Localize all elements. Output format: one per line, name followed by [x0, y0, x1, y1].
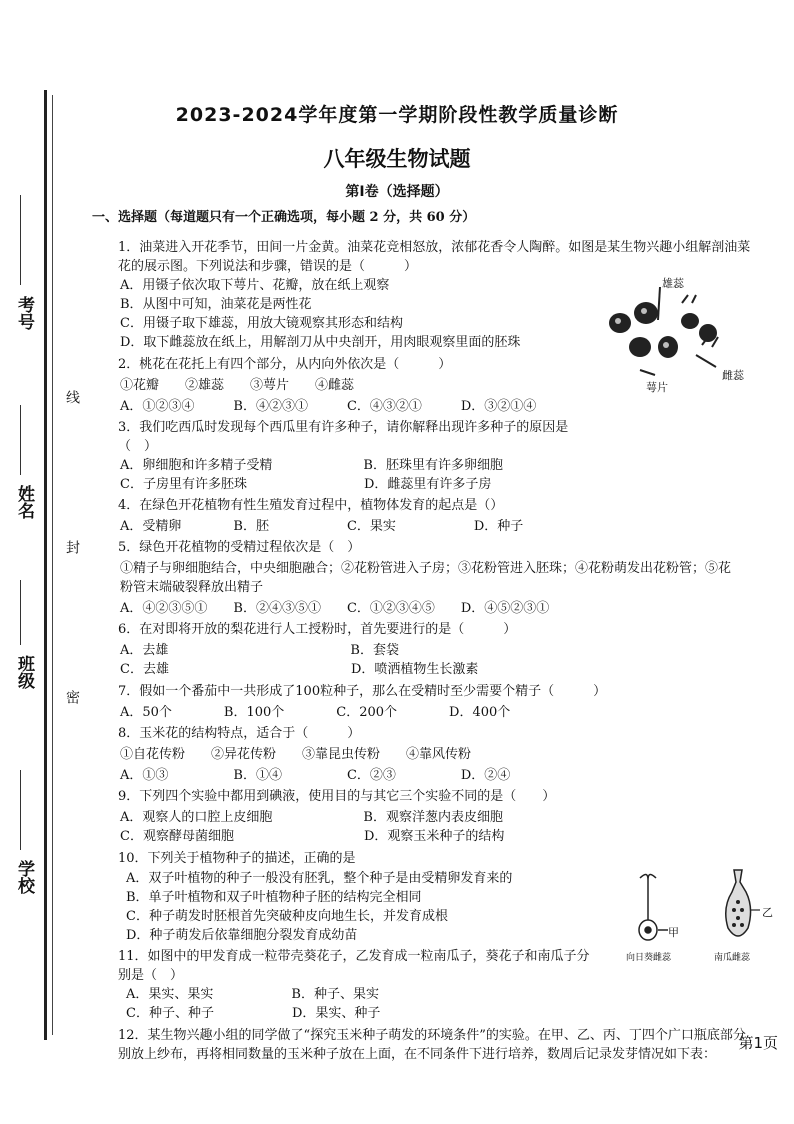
seal-mark: 封 — [64, 540, 80, 554]
text-line: A．去雄 B．套袋 — [120, 643, 399, 658]
text-line: 3．我们吃西瓜时发现每个西瓜里有许多种子，请你解释出现许多种子的原因是 — [118, 420, 569, 435]
yi-label: 乙 — [762, 906, 773, 919]
name-label: 姓名 — [14, 485, 34, 519]
text-line: A．受精卵 B．胚 C．果实 D．种子 — [120, 519, 524, 534]
text-line: A．①③ B．①④ C．②③ D．②④ — [120, 768, 511, 783]
class-label: 班级 — [14, 655, 34, 689]
text-line: A．卵细胞和许多精子受精 B．胚珠里有许多卵细胞 — [120, 458, 503, 473]
text-line: A．用镊子依次取下萼片、花瓣，放在纸上观察 — [120, 278, 390, 293]
text-line: 粉管末端破裂释放出精子 — [120, 580, 264, 595]
pistil-label: 雌蕊 — [722, 369, 744, 382]
school-blank — [20, 770, 21, 850]
text-line: 4．在绿色开花植物有性生殖发育过程中，植物体发育的起点是（） — [118, 498, 504, 513]
text-line: A．果实、果实 B．种子、果实 — [126, 987, 379, 1002]
name-blank — [20, 405, 21, 475]
text-line: A．观察人的口腔上皮细胞 B．观察洋葱内表皮细胞 — [120, 810, 503, 825]
text-line: C．种子、种子 D．果实、种子 — [126, 1006, 381, 1021]
text-line: A．50个 B．100个 C．200个 D．400个 — [120, 705, 511, 720]
text-line: 11．如图中的甲发育成一粒带壳葵花子，乙发育成一粒南瓜子，葵花子和南瓜子分 — [118, 949, 590, 964]
text-line: ①花瓣 ②雄蕊 ③萼片 ④雌蕊 — [120, 378, 355, 393]
exam-no-blank — [20, 195, 21, 285]
binding-rule-inner — [52, 95, 53, 1035]
pistils-figure — [622, 868, 782, 968]
flower-dissection-icon — [600, 275, 780, 395]
school-label: 学校 — [14, 860, 34, 894]
text-line: 别是（ ） — [118, 968, 184, 983]
sepal-label: 萼片 — [646, 381, 668, 394]
pistil-diagram-icon — [622, 868, 782, 948]
text-line: B．从图中可知，油菜花是两性花 — [120, 297, 312, 312]
text-line: 12．某生物兴趣小组的同学做了“探究玉米种子萌发的环境条件”的实验。在甲、乙、丙、丁四个广口瓶底部分 — [118, 1028, 746, 1043]
page-number: 第1页 — [738, 1034, 778, 1052]
section-heading: 一、选择题（每道题只有一个正确选项，每小题 2 分，共 60 分） — [92, 210, 476, 225]
text-line: 6．在对即将开放的梨花进行人工授粉时，首先要进行的是（ ） — [118, 622, 517, 637]
text-line: D．取下雌蕊放在纸上，用解剖刀从中央剖开，用肉眼观察里面的胚珠 — [120, 335, 521, 350]
text-line: C．观察酵母菌细胞 D．观察玉米种子的结构 — [120, 829, 505, 844]
stamen-label: 雄蕊 — [662, 277, 684, 290]
secret-mark: 密 — [64, 690, 80, 704]
text-line: C．去雄 D．喷洒植物生长激素 — [120, 662, 479, 677]
sunflower-caption: 向日葵雌蕊 — [626, 953, 672, 963]
volume-title: 第Ⅰ卷（选择题） — [345, 184, 449, 200]
pumpkin-caption: 南瓜雌蕊 — [714, 953, 751, 963]
text-line: A．①②③④ B．④②③① C．④③②① D．③②①④ — [120, 399, 537, 414]
binding-rule — [44, 90, 47, 1040]
rapeseed-flower-figure — [600, 275, 780, 395]
exam-no-label: 考号 — [14, 296, 34, 330]
text-line: （ ） — [118, 439, 158, 454]
text-line: 7．假如一个番茄中一共形成了100粒种子，那么在受精时至少需要个精子（ ） — [118, 684, 607, 699]
text-line: C．子房里有许多胚珠 D．雌蕊里有许多子房 — [120, 477, 492, 492]
text-line: 8．玉米花的结构特点，适合于（ ） — [118, 726, 361, 741]
text-line: 1．油菜进入开花季节，田间一片金黄。油菜花竞相怒放，浓郁花香令人陶醉。如图是某生物兴趣小组解剖油菜 — [118, 240, 751, 255]
text-line: C．用镊子取下雄蕊，用放大镜观察其形态和结构 — [120, 316, 403, 331]
line-mark: 线 — [64, 390, 80, 404]
text-line: 2．桃花在花托上有四个部分，从内向外依次是（ ） — [118, 357, 452, 372]
text-line: C．种子萌发时胚根首先突破种皮向地生长，并发育成根 — [126, 909, 448, 924]
exam-subtitle: 八年级生物试题 — [323, 147, 471, 171]
text-line: B．单子叶植物和双子叶植物种子胚的结构完全相同 — [126, 890, 422, 905]
jia-label: 甲 — [668, 926, 679, 939]
text-line: 9．下列四个实验中都用到碘液，使用目的与其它三个实验不同的是（ ） — [118, 789, 556, 804]
text-line: 花的展示图。下列说法和步骤，错误的是（ ） — [118, 259, 418, 274]
text-line: ①精子与卵细胞结合，中央细胞融合；②花粉管进入子房；③花粉管进入胚珠；④花粉萌发出花粉管；⑤花 — [120, 561, 732, 576]
text-line: D．种子萌发后依靠细胞分裂发育成幼苗 — [126, 928, 358, 943]
text-line: 别放上纱布，再将相同数量的玉米种子放在上面，在不同条件下进行培养，数周后记录发芽情况如下表： — [118, 1047, 717, 1062]
exam-title: 2023-2024学年度第一学期阶段性教学质量诊断 — [175, 104, 619, 126]
text-line: 10．下列关于植物种子的描述，正确的是 — [118, 851, 356, 866]
class-blank — [20, 580, 21, 645]
text-line: A．双子叶植物的种子一般没有胚乳，整个种子是由受精卵发育来的 — [126, 871, 513, 886]
text-line: A．④②③⑤① B．②④③⑤① C．①②③④⑤ D．④⑤②③① — [120, 601, 550, 616]
text-line: 5．绿色开花植物的受精过程依次是（ ） — [118, 540, 361, 555]
text-line: ①自花传粉 ②异花传粉 ③靠昆虫传粉 ④靠风传粉 — [120, 747, 472, 762]
